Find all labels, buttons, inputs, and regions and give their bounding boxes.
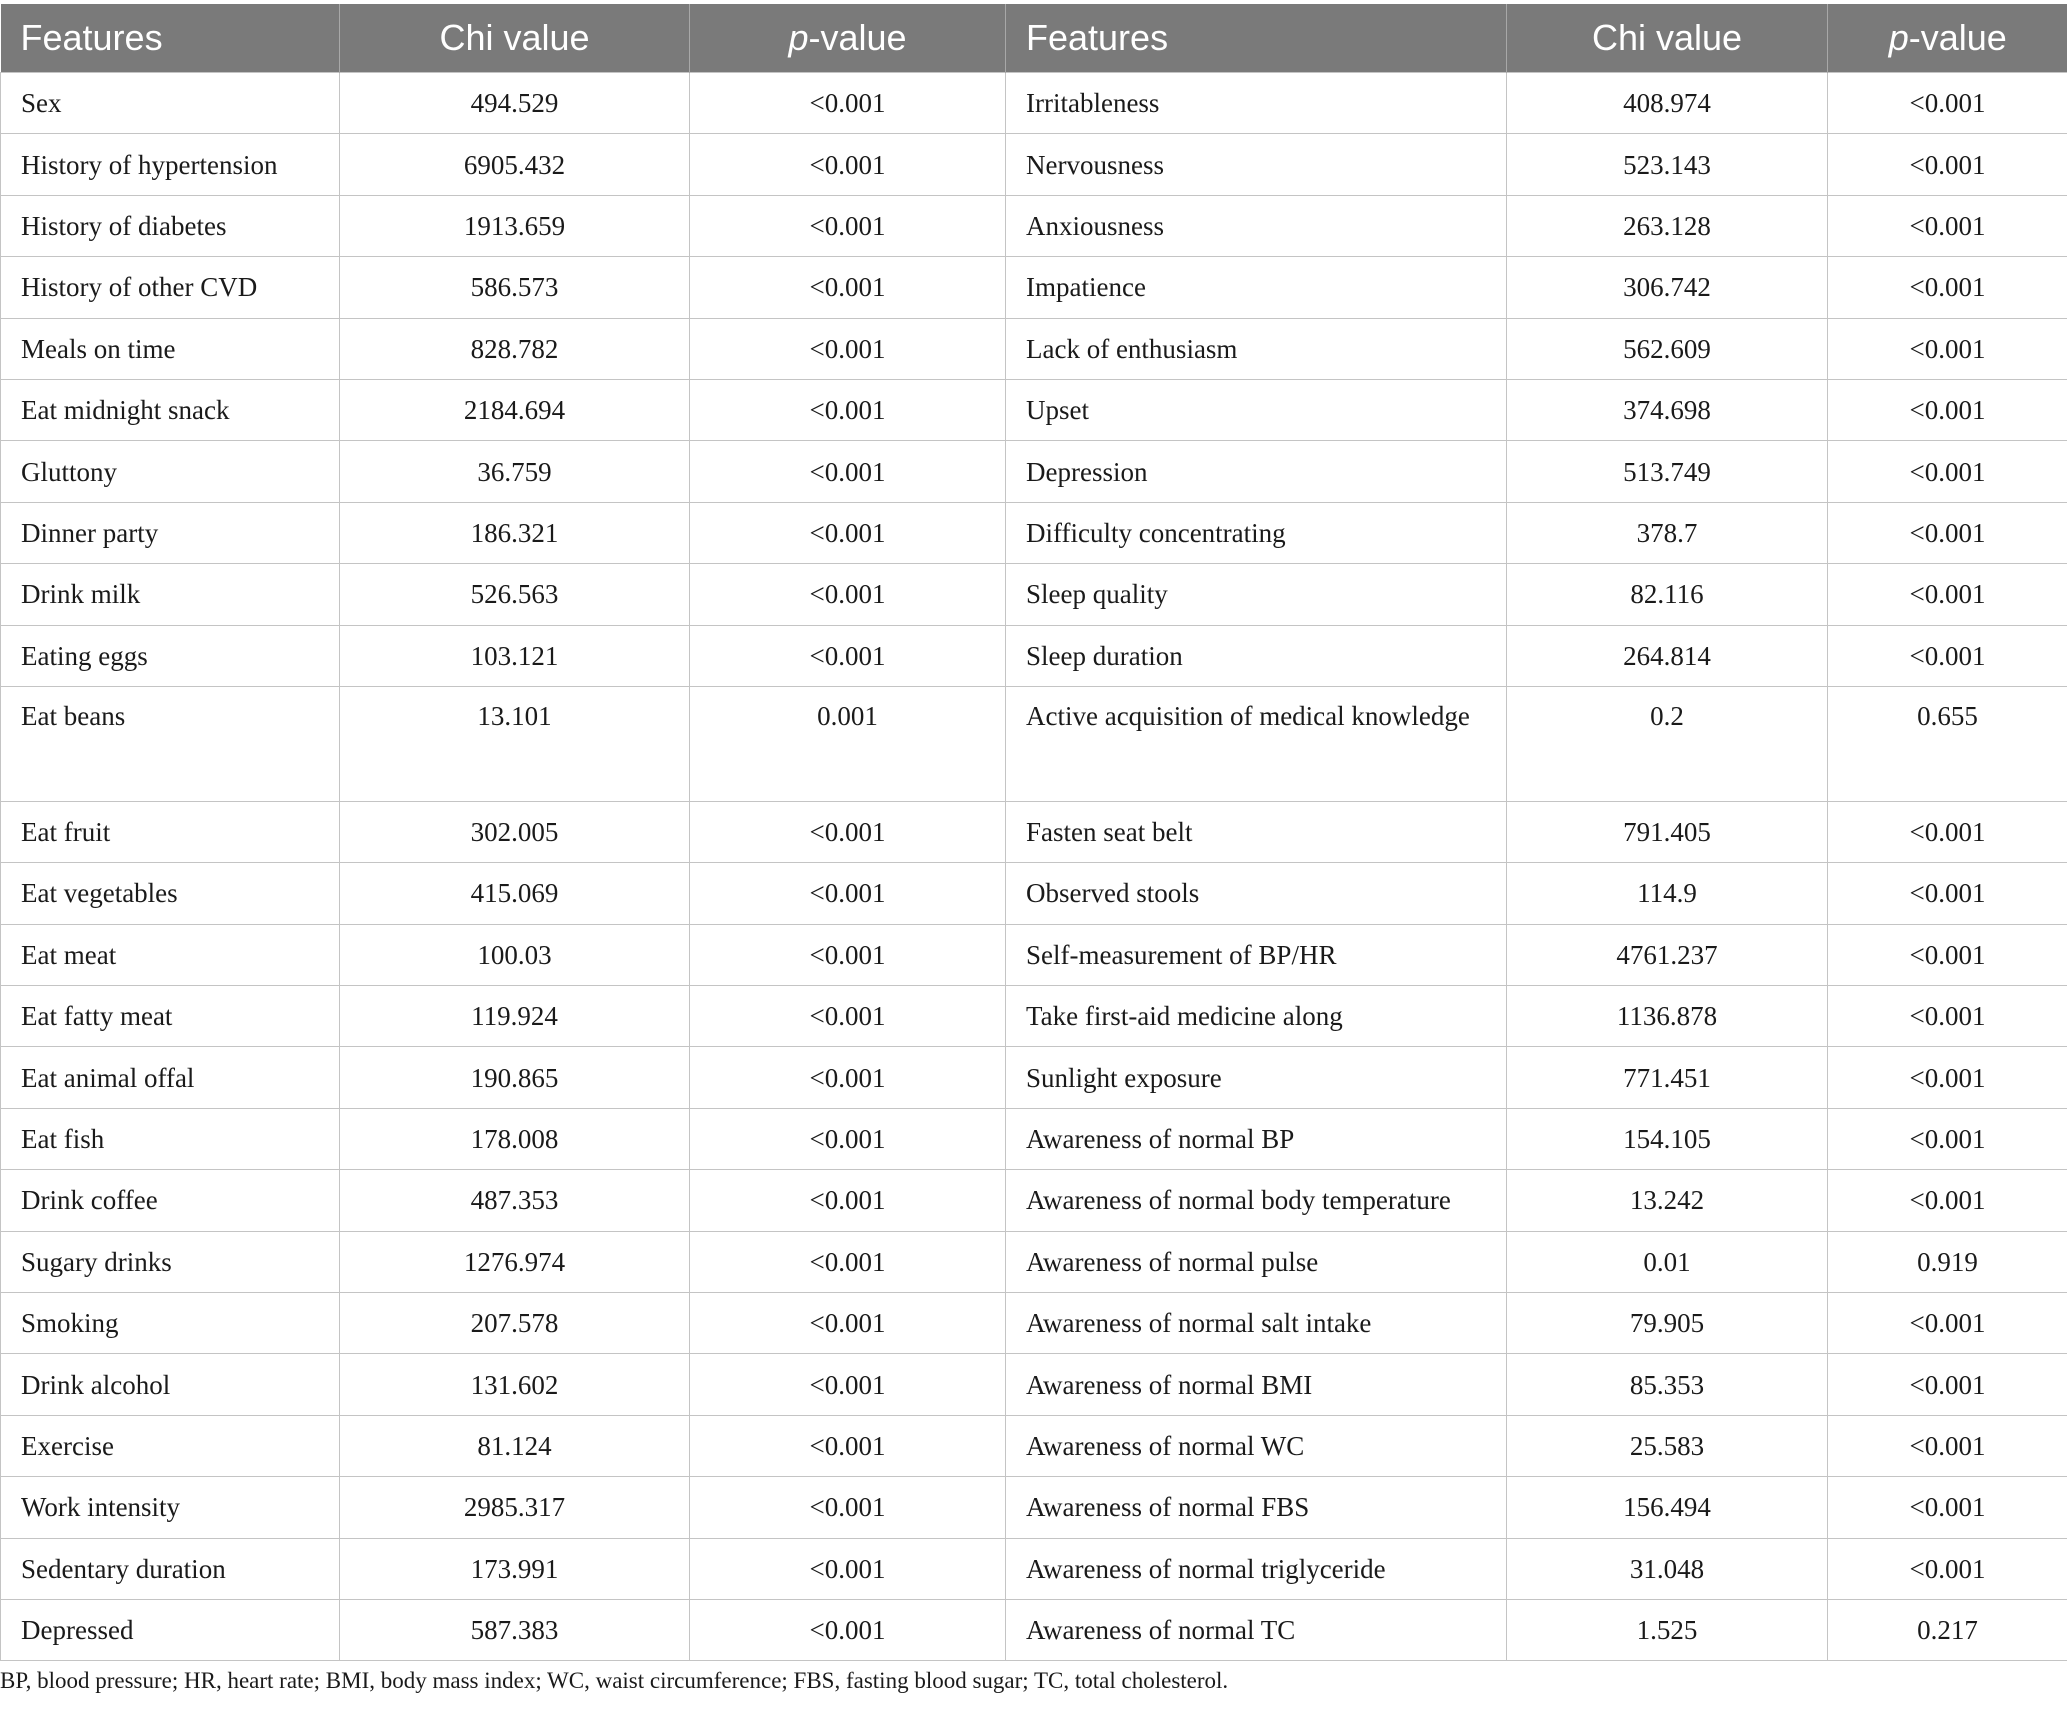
p-value-cell: <0.001 [1828, 1170, 2067, 1231]
feature-cell: Difficulty concentrating [1006, 502, 1507, 563]
p-value-cell: <0.001 [690, 379, 1006, 440]
chi-value-cell: 562.609 [1507, 318, 1828, 379]
chi-value-cell: 771.451 [1507, 1047, 1828, 1108]
table-row [1, 1170, 2067, 1231]
chi-value-cell: 25.583 [1507, 1415, 1828, 1476]
chi-value-cell: 487.353 [340, 1170, 690, 1231]
chi-value-cell: 1913.659 [340, 195, 690, 256]
p-value-cell: <0.001 [690, 318, 1006, 379]
chi-value-cell: 1.525 [1507, 1599, 1828, 1660]
chi-value-cell: 100.03 [340, 924, 690, 985]
chi-value-cell: 6905.432 [340, 134, 690, 195]
chi-value-cell: 494.529 [340, 73, 690, 134]
feature-cell: Meals on time [1, 318, 340, 379]
p-value-cell: <0.001 [690, 1231, 1006, 1292]
feature-cell: Drink alcohol [1, 1354, 340, 1415]
feature-cell: History of other CVD [1, 257, 340, 318]
feature-cell: Awareness of normal BP [1006, 1108, 1507, 1169]
feature-cell: Eat fruit [1, 801, 340, 862]
chi-value-cell: 828.782 [340, 318, 690, 379]
p-value-header [690, 4, 1006, 73]
table-row [1, 195, 2067, 256]
chi-value-cell: 378.7 [1507, 502, 1828, 563]
p-value-cell: <0.001 [690, 134, 1006, 195]
p-value-cell: <0.001 [690, 502, 1006, 563]
feature-cell: Eat fatty meat [1, 986, 340, 1047]
table-row [1, 564, 2067, 625]
chi-value-cell: 408.974 [1507, 73, 1828, 134]
chi-value-cell: 154.105 [1507, 1108, 1828, 1169]
p-value-cell: 0.655 [1828, 686, 2067, 801]
p-value-cell: <0.001 [1828, 257, 2067, 318]
table-row [1, 1477, 2067, 1538]
feature-cell: Take first-aid medicine along [1006, 986, 1507, 1047]
p-value-cell: <0.001 [1828, 73, 2067, 134]
feature-cell: Eat midnight snack [1, 379, 340, 440]
chi-value-cell: 103.121 [340, 625, 690, 686]
chi-value-cell: 190.865 [340, 1047, 690, 1108]
feature-cell: Dinner party [1, 502, 340, 563]
feature-cell: Upset [1006, 379, 1507, 440]
features-header [1, 4, 340, 73]
feature-cell: Sugary drinks [1, 1231, 340, 1292]
p-value-cell: <0.001 [690, 863, 1006, 924]
p-value-cell: 0.217 [1828, 1599, 2067, 1660]
chi-value-cell: 2184.694 [340, 379, 690, 440]
p-value-cell: <0.001 [1828, 625, 2067, 686]
p-value-cell: <0.001 [690, 1415, 1006, 1476]
feature-cell: Impatience [1006, 257, 1507, 318]
table-row [1, 502, 2067, 563]
chi-value-cell: 131.602 [340, 1354, 690, 1415]
chi-value-cell: 85.353 [1507, 1354, 1828, 1415]
chi-value-cell: 1136.878 [1507, 986, 1828, 1047]
feature-cell: Awareness of normal FBS [1006, 1477, 1507, 1538]
chi-value-cell: 415.069 [340, 863, 690, 924]
table-row [1, 1415, 2067, 1476]
p-value-cell: <0.001 [690, 801, 1006, 862]
p-value-cell: <0.001 [690, 1599, 1006, 1660]
feature-cell: Sunlight exposure [1006, 1047, 1507, 1108]
chi-value-cell: 207.578 [340, 1293, 690, 1354]
p-value-cell: <0.001 [1828, 986, 2067, 1047]
feature-cell: Depressed [1, 1599, 340, 1660]
p-value-cell: <0.001 [690, 1108, 1006, 1169]
p-value-cell: <0.001 [1828, 1047, 2067, 1108]
feature-cell: Awareness of normal body temperature [1006, 1170, 1507, 1231]
feature-cell: Eat animal offal [1, 1047, 340, 1108]
table-row [1, 379, 2067, 440]
chi-value-cell: 523.143 [1507, 134, 1828, 195]
feature-cell: Eating eggs [1, 625, 340, 686]
p-value-header-right [1828, 4, 2067, 73]
feature-cell: History of hypertension [1, 134, 340, 195]
header-text: Chi value [1591, 17, 1743, 58]
feature-cell: Awareness of normal salt intake [1006, 1293, 1507, 1354]
table-row [1, 73, 2067, 134]
chi-square-table [0, 4, 2067, 1661]
chi-value-cell: 0.2 [1507, 686, 1828, 801]
p-value-cell: <0.001 [1828, 1108, 2067, 1169]
chi-value-cell: 263.128 [1507, 195, 1828, 256]
chi-value-cell: 13.242 [1507, 1170, 1828, 1231]
feature-cell: Irritableness [1006, 73, 1507, 134]
feature-cell: Gluttony [1, 441, 340, 502]
chi-value-header [340, 4, 690, 73]
p-value-cell: <0.001 [690, 257, 1006, 318]
chi-value-cell: 186.321 [340, 502, 690, 563]
p-value-cell: <0.001 [690, 441, 1006, 502]
table-row [1, 1599, 2067, 1660]
feature-cell: History of diabetes [1, 195, 340, 256]
chi-value-cell: 264.814 [1507, 625, 1828, 686]
chi-value-cell: 587.383 [340, 1599, 690, 1660]
table-row [1, 1538, 2067, 1599]
feature-cell: Work intensity [1, 1477, 340, 1538]
p-value-cell: <0.001 [1828, 1354, 2067, 1415]
chi-value-cell: 374.698 [1507, 379, 1828, 440]
feature-cell: Eat vegetables [1, 863, 340, 924]
table-row [1, 863, 2067, 924]
p-value-cell: <0.001 [1828, 134, 2067, 195]
table-row [1, 1231, 2067, 1292]
header-text: Chi value [439, 17, 590, 58]
feature-cell: Drink coffee [1, 1170, 340, 1231]
chi-value-cell: 586.573 [340, 257, 690, 318]
table-row [1, 625, 2067, 686]
feature-cell: Depression [1006, 441, 1507, 502]
p-value-cell: <0.001 [1828, 924, 2067, 985]
table-header [1, 4, 2067, 73]
feature-cell: Observed stools [1006, 863, 1507, 924]
feature-cell: Self-measurement of BP/HR [1006, 924, 1507, 985]
table-row [1, 924, 2067, 985]
chi-value-cell: 513.749 [1507, 441, 1828, 502]
chi-value-header-right [1507, 4, 1828, 73]
chi-value-cell: 36.759 [340, 441, 690, 502]
chi-value-cell: 173.991 [340, 1538, 690, 1599]
feature-cell: Sedentary duration [1, 1538, 340, 1599]
chi-value-cell: 82.116 [1507, 564, 1828, 625]
p-value-cell: <0.001 [1828, 1538, 2067, 1599]
p-value-cell: <0.001 [1828, 318, 2067, 379]
table-footnote: BP, blood pressure; HR, heart rate; BMI, body mass index; WC, waist circumference; FBS, fasting blood sugar; TC, total cholesterol. [0, 1668, 1229, 1693]
feature-cell: Anxiousness [1006, 195, 1507, 256]
p-value-cell: <0.001 [1828, 195, 2067, 256]
feature-cell: Fasten seat belt [1006, 801, 1507, 862]
chi-value-cell: 2985.317 [340, 1477, 690, 1538]
header-suffix-text: -value [808, 17, 907, 58]
p-value-cell: <0.001 [1828, 379, 2067, 440]
feature-cell: Awareness of normal BMI [1006, 1354, 1507, 1415]
feature-cell: Nervousness [1006, 134, 1507, 195]
table-row [1, 134, 2067, 195]
table-body [1, 73, 2067, 1661]
p-value-cell: <0.001 [1828, 863, 2067, 924]
chi-value-cell: 306.742 [1507, 257, 1828, 318]
table-row [1, 441, 2067, 502]
p-value-cell: <0.001 [1828, 441, 2067, 502]
header-italic-text: p [1888, 17, 1909, 58]
chi-value-cell: 114.9 [1507, 863, 1828, 924]
p-value-cell: <0.001 [1828, 1477, 2067, 1538]
chi-value-cell: 302.005 [340, 801, 690, 862]
feature-cell: Awareness of normal pulse [1006, 1231, 1507, 1292]
features-header-right [1006, 4, 1507, 73]
table-row [1, 1108, 2067, 1169]
p-value-cell: <0.001 [690, 1170, 1006, 1231]
feature-cell: Sleep duration [1006, 625, 1507, 686]
feature-cell: Exercise [1, 1415, 340, 1476]
feature-cell: Eat meat [1, 924, 340, 985]
p-value-cell: <0.001 [690, 195, 1006, 256]
feature-cell: Eat fish [1, 1108, 340, 1169]
p-value-cell: <0.001 [1828, 801, 2067, 862]
chi-value-cell: 526.563 [340, 564, 690, 625]
p-value-cell: <0.001 [690, 924, 1006, 985]
table-row [1, 1047, 2067, 1108]
chi-value-cell: 791.405 [1507, 801, 1828, 862]
feature-cell: Drink milk [1, 564, 340, 625]
feature-cell: Sleep quality [1006, 564, 1507, 625]
header-text: Features [20, 17, 163, 58]
feature-cell: Awareness of normal WC [1006, 1415, 1507, 1476]
chi-value-cell: 31.048 [1507, 1538, 1828, 1599]
table-row [1, 318, 2067, 379]
table-row [1, 1354, 2067, 1415]
table-row [1, 686, 2067, 801]
feature-cell: Eat beans [1, 686, 340, 801]
chi-value-cell: 0.01 [1507, 1231, 1828, 1292]
chi-value-cell: 81.124 [340, 1415, 690, 1476]
p-value-cell: <0.001 [1828, 1293, 2067, 1354]
p-value-cell: <0.001 [690, 1538, 1006, 1599]
feature-cell: Active acquisition of medical knowledge [1006, 686, 1507, 801]
header-row [1, 4, 2067, 73]
p-value-cell: <0.001 [690, 1047, 1006, 1108]
p-value-cell: <0.001 [690, 1477, 1006, 1538]
p-value-cell: <0.001 [690, 986, 1006, 1047]
p-value-cell: <0.001 [690, 73, 1006, 134]
header-suffix-text: -value [1908, 17, 2007, 58]
p-value-cell: <0.001 [690, 564, 1006, 625]
chi-value-cell: 79.905 [1507, 1293, 1828, 1354]
p-value-cell: <0.001 [1828, 564, 2067, 625]
p-value-cell: <0.001 [690, 1354, 1006, 1415]
feature-cell: Awareness of normal triglyceride [1006, 1538, 1507, 1599]
p-value-cell: <0.001 [1828, 502, 2067, 563]
p-value-cell: 0.919 [1828, 1231, 2067, 1292]
p-value-cell: 0.001 [690, 686, 1006, 801]
table-row [1, 986, 2067, 1047]
feature-cell: Smoking [1, 1293, 340, 1354]
chi-value-cell: 119.924 [340, 986, 690, 1047]
feature-cell: Awareness of normal TC [1006, 1599, 1507, 1660]
p-value-cell: <0.001 [1828, 1415, 2067, 1476]
p-value-cell: <0.001 [690, 625, 1006, 686]
chi-value-cell: 178.008 [340, 1108, 690, 1169]
header-italic-text: p [788, 17, 809, 58]
feature-cell: Lack of enthusiasm [1006, 318, 1507, 379]
table-row [1, 257, 2067, 318]
chi-value-cell: 4761.237 [1507, 924, 1828, 985]
table-row [1, 1293, 2067, 1354]
feature-cell: Sex [1, 73, 340, 134]
chi-value-cell: 13.101 [340, 686, 690, 801]
table-row [1, 801, 2067, 862]
chi-value-cell: 156.494 [1507, 1477, 1828, 1538]
header-text: Features [1026, 17, 1169, 58]
chi-value-cell: 1276.974 [340, 1231, 690, 1292]
p-value-cell: <0.001 [690, 1293, 1006, 1354]
